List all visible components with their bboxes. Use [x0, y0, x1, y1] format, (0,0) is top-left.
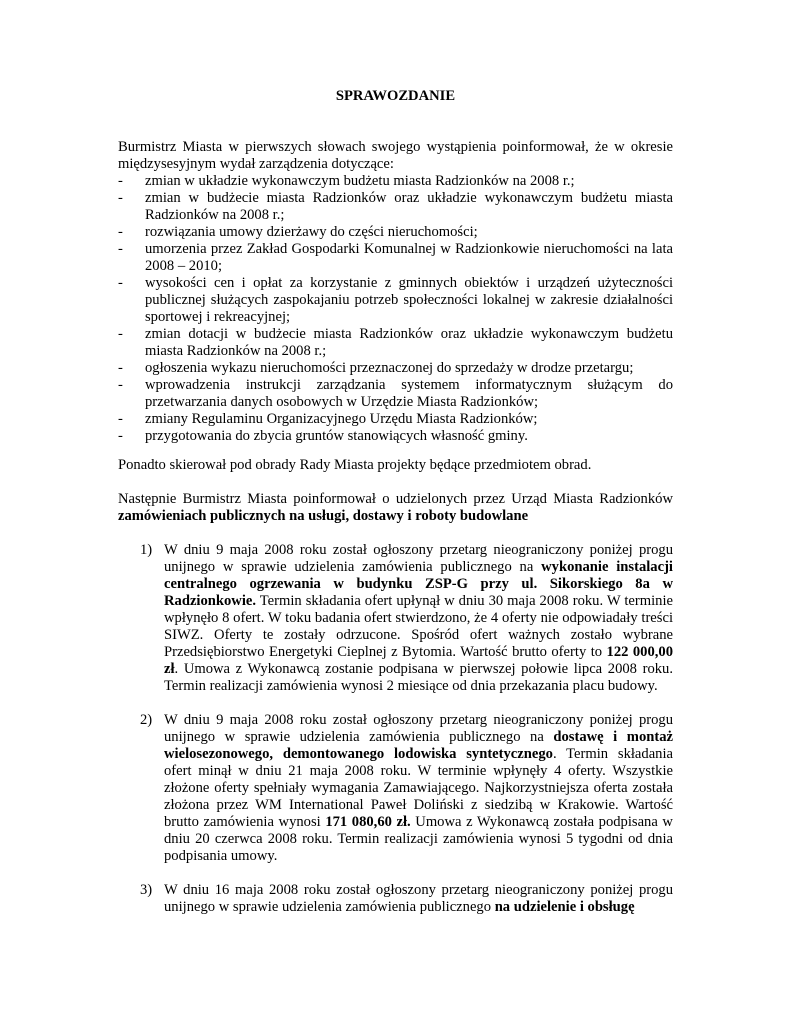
order-text: W dniu 9 maja 2008 roku został ogłoszony przetarg nieograniczony poniżej progu unijnego w sprawie udzielenia zamówienia publicznego na: [164, 542, 673, 575]
bullet-dash: -: [118, 173, 123, 189]
order-item: [140, 542, 673, 695]
list-item-text: umorzenia przez Zakład Gospodarki Komunalnej w Radzionkowie nieruchomości na lata 2008 – 2010;: [145, 241, 673, 274]
orders-intro-text: Następnie Burmistrz Miasta poinformował o udzielonych przez Urząd Miasta Radzionków: [118, 491, 673, 507]
order-number: 2): [140, 712, 153, 728]
order-text: W dniu 9 maja 2008 roku został ogłoszony przetarg nieograniczony poniżej progu unijnego w sprawie udzielenia zamówienia publicznego na: [164, 712, 673, 745]
order-text: Termin składania ofert upłynął w dniu 30 maja 2008 roku. W terminie wpłynęło 8 ofert. W toku badania ofert stwierdzono, że 4 oferty nie odpowiadały treści SIWZ. Oferty te zostały odrzucone. Spośród ofert ważnych zostało wybrane Przedsiębiorstwo Energetyki Cieplnej z Bytomia. Wartość brutto oferty to: [164, 593, 673, 660]
list-item: [118, 428, 673, 445]
order-item: [140, 712, 673, 865]
page-title: SPRAWOZDANIE: [335, 88, 456, 104]
list-item-text: wprowadzenia instrukcji zarządzania systemem informatycznym służącym do przetwarzania danych osobowych w Urzędzie Miasta Radzionków;: [145, 377, 673, 410]
decree-list: [118, 173, 673, 445]
bullet-dash: -: [118, 224, 123, 240]
bullet-dash: -: [118, 275, 123, 291]
bullet-dash: -: [118, 360, 123, 376]
list-item-text: zmian w układzie wykonawczym budżetu miasta Radzionków na 2008 r.;: [145, 173, 575, 189]
list-item: [118, 173, 673, 190]
bullet-dash: -: [118, 326, 123, 342]
order-number: 1): [140, 542, 153, 558]
list-item: [118, 275, 673, 326]
order-item: [140, 882, 673, 916]
orders-intro-bold: zamówieniach publicznych na usługi, dostawy i roboty budowlane: [118, 508, 529, 524]
list-item-text: zmiany Regulaminu Organizacyjnego Urzędu Miasta Radzionków;: [145, 411, 538, 427]
list-item: [118, 190, 673, 224]
bullet-dash: -: [118, 377, 123, 393]
bullet-dash: -: [118, 428, 123, 444]
order-amount: 122 000,00 zł: [164, 644, 673, 677]
orders-intro-paragraph: [118, 491, 673, 525]
list-item: [118, 224, 673, 241]
order-text: . Termin składania ofert minął w dniu 21 maja 2008 roku. W terminie wpłynęły 4 oferty. Wszystkie złożone oferty spełniały wymagania Zamawiającego. Najkorzystniejsza oferta została złożona przez WM International Paweł Doliński z siedzibą w Krakowie. Wartość brutto zamówienia wynosi: [164, 746, 674, 830]
list-item: [118, 326, 673, 360]
orders-list: [140, 542, 673, 933]
list-item-text: ogłoszenia wykazu nieruchomości przeznaczonej do sprzedaży w drodze przetargu;: [145, 360, 634, 376]
order-subject: dostawę i montaż wielosezonowego, demontowanego lodowiska syntetycznego: [164, 729, 673, 762]
order-subject: wykonanie instalacji centralnego ogrzewania w budynku ZSP-G przy ul. Sikorskiego 8a w Radzionkowie.: [164, 559, 673, 609]
bullet-dash: -: [118, 190, 123, 206]
order-number: 3): [140, 882, 153, 898]
list-item: [118, 377, 673, 411]
list-item-text: przygotowania do zbycia gruntów stanowiących własność gminy.: [145, 428, 528, 444]
bullet-dash: -: [118, 241, 123, 257]
order-text: Umowa z Wykonawcą została podpisana w dniu 20 czerwca 2008 roku. Termin realizacji zamówienia wynosi 5 tygodni od dnia podpisania umowy.: [164, 814, 673, 864]
list-item-text: zmian dotacji w budżecie miasta Radzionków oraz układzie wykonawczym budżetu miasta Radzionków na 2008 r.;: [145, 326, 673, 359]
order-text: . Umowa z Wykonawcą zostanie podpisana w pierwszej połowie lipca 2008 roku. Termin realizacji zamówienia wynosi 2 miesiące od dnia przekazania placu budowy.: [164, 661, 673, 694]
list-item-text: rozwiązania umowy dzierżawy do części nieruchomości;: [145, 224, 478, 240]
list-item: [118, 360, 673, 377]
order-text: W dniu 16 maja 2008 roku został ogłoszony przetarg nieograniczony poniżej progu unijnego w sprawie udzielenia zamówienia publicznego: [164, 882, 673, 915]
order-amount: 171 080,60 zł.: [325, 814, 411, 830]
list-item-text: wysokości cen i opłat za korzystanie z gminnych obiektów i urządzeń użyteczności publicznej służących zaspokajaniu potrzeb społeczności lokalnej w zakresie działalności sportowej i rekreacyjnej;: [145, 275, 673, 325]
list-item-text: zmian w budżecie miasta Radzionków oraz układzie wykonawczym budżetu miasta Radzionków na 2008 r.;: [145, 190, 673, 223]
list-item: [118, 241, 673, 275]
order-subject: na udzielenie i obsługę: [494, 899, 635, 915]
intro-paragraph: Burmistrz Miasta w pierwszych słowach swojego wystąpienia poinformował, że w okresie międzysesyjnym wydał zarządzenia dotyczące:: [118, 139, 673, 172]
council-paragraph: Ponadto skierował pod obrady Rady Miasta projekty będące przedmiotem obrad.: [118, 457, 592, 473]
list-item: [118, 411, 673, 428]
bullet-dash: -: [118, 411, 123, 427]
